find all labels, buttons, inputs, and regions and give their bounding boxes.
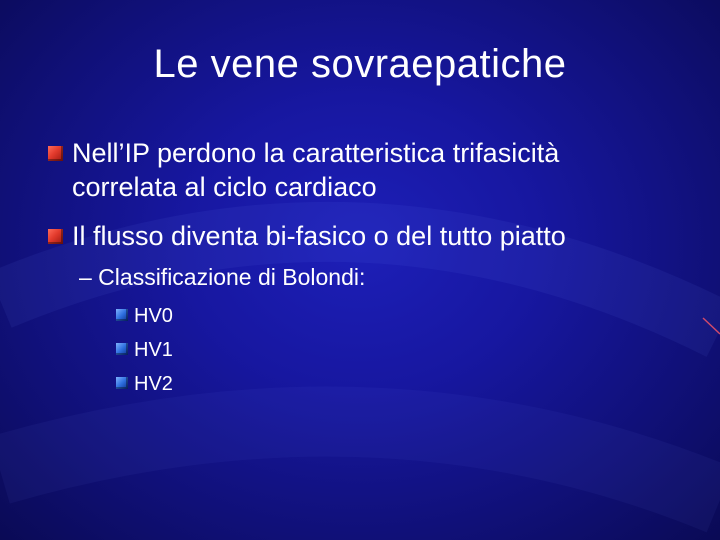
class-item-hv1: HV1 (134, 339, 173, 361)
subheading: – Classificazione di Bolondi: (79, 264, 366, 290)
sub-bullet-icon (116, 343, 128, 355)
class-item-hv2: HV2 (134, 373, 173, 395)
slide-title: Le vene sovraepatiche (153, 42, 567, 86)
class-item-hv0: HV0 (134, 305, 173, 327)
bullet-1-line-2: correlata al ciclo cardiaco (72, 172, 377, 202)
bullet-icon (48, 146, 63, 161)
sub-bullet-icon (116, 309, 128, 321)
bullet-1-line-1: Nell’IP perdono la caratteristica trifasicità (72, 138, 560, 168)
sub-bullet-icon (116, 377, 128, 389)
bullet-2-line-1: Il flusso diventa bi-fasico o del tutto piatto (72, 221, 566, 251)
bullet-icon (48, 229, 63, 244)
